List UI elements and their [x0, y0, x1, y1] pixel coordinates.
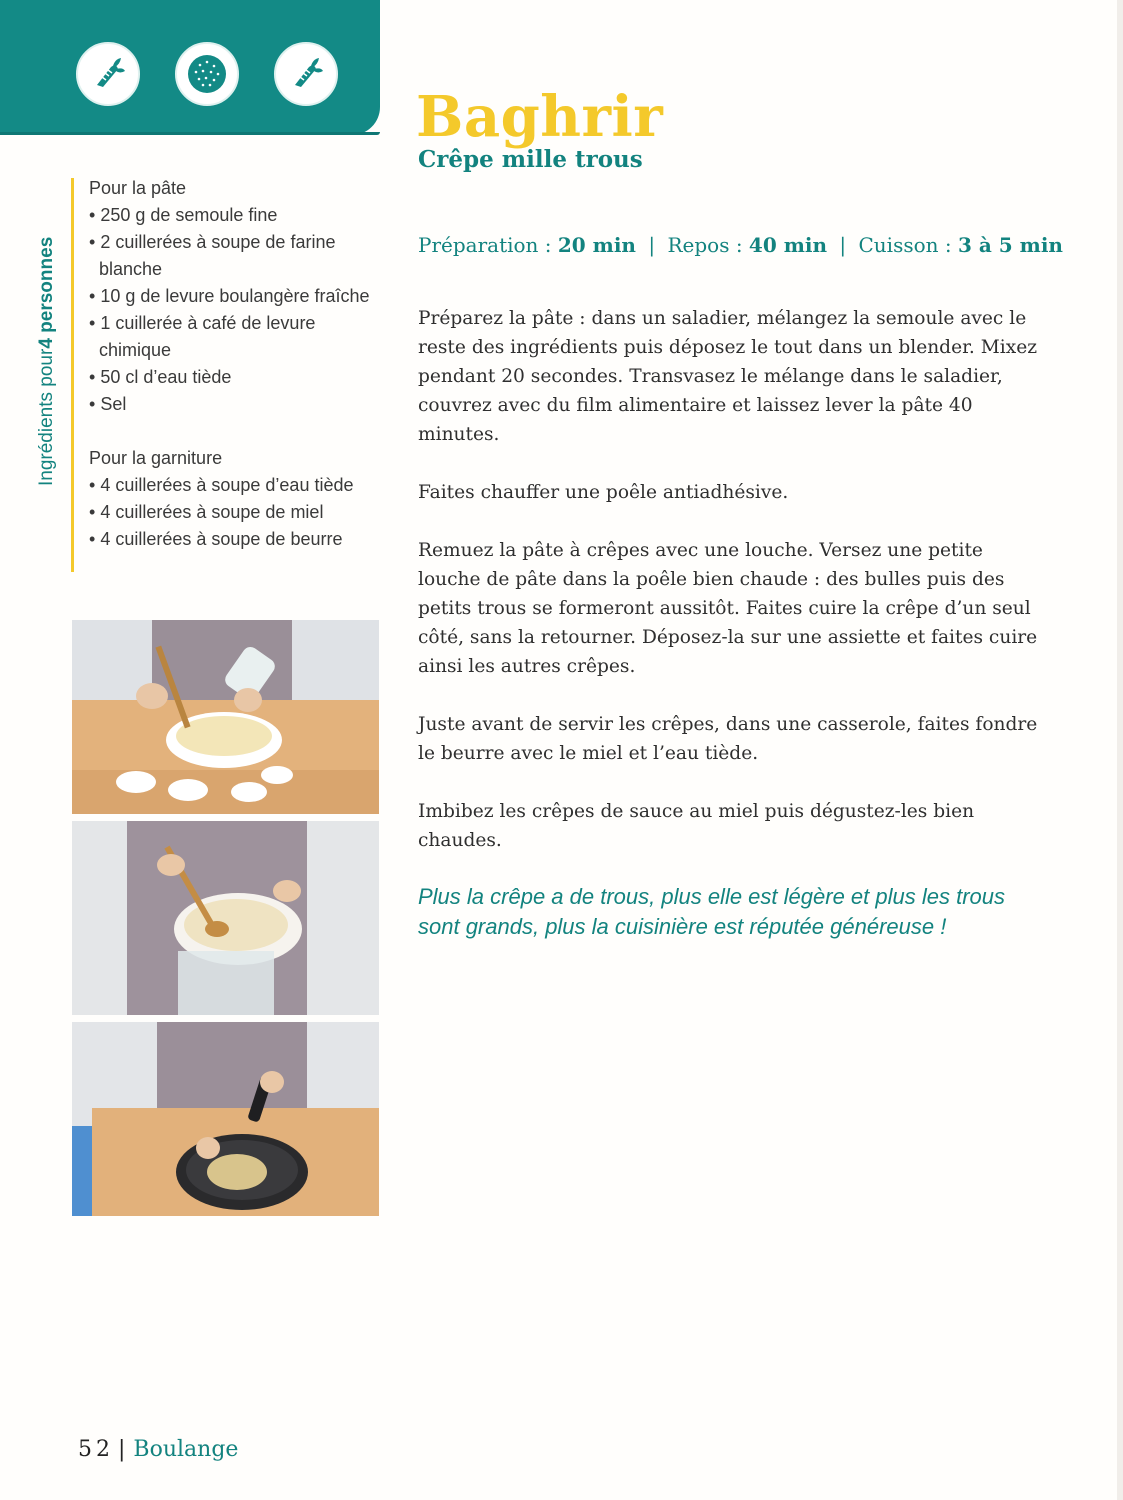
ingredient-group-topping — [89, 472, 379, 553]
ingredient-item: • 1 cuillerée à café de levure chimique — [89, 310, 379, 364]
recipe-timings — [418, 233, 1063, 257]
ingredient-item: • 4 cuillerées à soupe de beurre — [89, 526, 379, 553]
timings-separator: | — [648, 233, 656, 257]
header-rule — [0, 132, 380, 135]
recipe-tip: Plus la crêpe a de trous, plus elle est légère et plus les trous sont grands, plus la cuisinière est réputée généreuse ! — [418, 884, 1005, 939]
recipe-title: Baghrir — [416, 84, 664, 150]
ingredients-list — [89, 175, 379, 553]
step-photo-pan-crepe — [72, 1022, 379, 1216]
page-number: 52 — [78, 1437, 114, 1462]
rest-label: Repos : — [667, 233, 743, 257]
leaf-carrot-icon-glyph — [283, 51, 329, 97]
semolina-icon-glyph — [184, 51, 230, 97]
leaf-carrot-icon-glyph — [85, 51, 131, 97]
prep-value: 20 min — [557, 233, 636, 257]
recipe-step: Imbibez les crêpes de sauce au miel puis dégustez-les bien chaudes. — [418, 801, 975, 851]
ingredient-item: • 50 cl d’eau tiède — [89, 364, 379, 391]
recipe-subtitle: Crêpe mille trous — [418, 146, 643, 173]
ingredients-side-label — [36, 166, 62, 486]
header-band — [0, 0, 380, 135]
recipe-step: Préparez la pâte : dans un saladier, mélangez la semoule avec le reste des ingrédients puis déposez le tout dans un blender. Mixez pendant 20 secondes. Transvasez le mélange dans le saladier, couvrez avec du film alimentaire et laissez lever la pâte 40 minutes. — [418, 308, 1038, 445]
step-photo-mixing-bowl-image — [72, 620, 379, 814]
ingredient-item: • 4 cuillerées à soupe de miel — [89, 499, 379, 526]
prep-label: Préparation : — [418, 233, 552, 257]
page-edge — [1117, 0, 1123, 1500]
footer-separator: | — [118, 1437, 126, 1462]
leaf-carrot-icon — [76, 42, 140, 106]
cook-value: 3 à 5 min — [957, 233, 1063, 257]
page-footer — [78, 1437, 238, 1462]
rest-value: 40 min — [748, 233, 828, 257]
step-photo-pan-crepe-image — [72, 1022, 379, 1216]
section-name: Boulange — [133, 1437, 239, 1462]
ingredients-side-prefix: Ingrédients pour — [36, 348, 57, 486]
ingredient-group-title: Pour la garniture — [89, 448, 223, 468]
leaf-carrot-icon — [274, 42, 338, 106]
semolina-icon — [175, 42, 239, 106]
ingredient-item: • 4 cuillerées à soupe d’eau tiède — [89, 472, 379, 499]
ingredient-item: • 10 g de levure boulangère fraîche — [89, 283, 379, 310]
recipe-step: Remuez la pâte à crêpes avec une louche. Versez une petite louche de pâte dans la poêle bien chaude : des bulles puis des petits trous se formeront aussitôt. Faites cuire la crêpe d’un seul côté, sans la retourner. Déposez-la sur une assiette et faites cuire ainsi les autres crêpes. — [418, 540, 1038, 677]
recipe-step: Juste avant de servir les crêpes, dans une casserole, faites fondre le beurre avec le miel et l’eau tiède. — [418, 714, 1038, 764]
recipe-step: Faites chauffer une poêle antiadhésive. — [418, 482, 789, 503]
ingredient-item: • 2 cuillerées à soupe de farine blanche — [89, 229, 379, 283]
timings-separator: | — [839, 233, 847, 257]
step-photo-whisking-batter-image — [72, 821, 379, 1015]
ingredients-accent-bar — [71, 178, 74, 572]
ingredients-side-count: 4 personnes — [36, 236, 57, 349]
step-photo-mixing-bowl — [72, 620, 379, 814]
ingredient-group-dough — [89, 202, 379, 418]
ingredient-item: • Sel — [89, 391, 379, 418]
ingredient-group-gap — [89, 418, 379, 445]
step-photo-whisking-batter — [72, 821, 379, 1015]
recipe-steps — [418, 304, 1038, 884]
cook-label: Cuisson : — [858, 233, 952, 257]
ingredient-group-title: Pour la pâte — [89, 178, 187, 198]
ingredient-item: • 250 g de semoule fine — [89, 202, 379, 229]
